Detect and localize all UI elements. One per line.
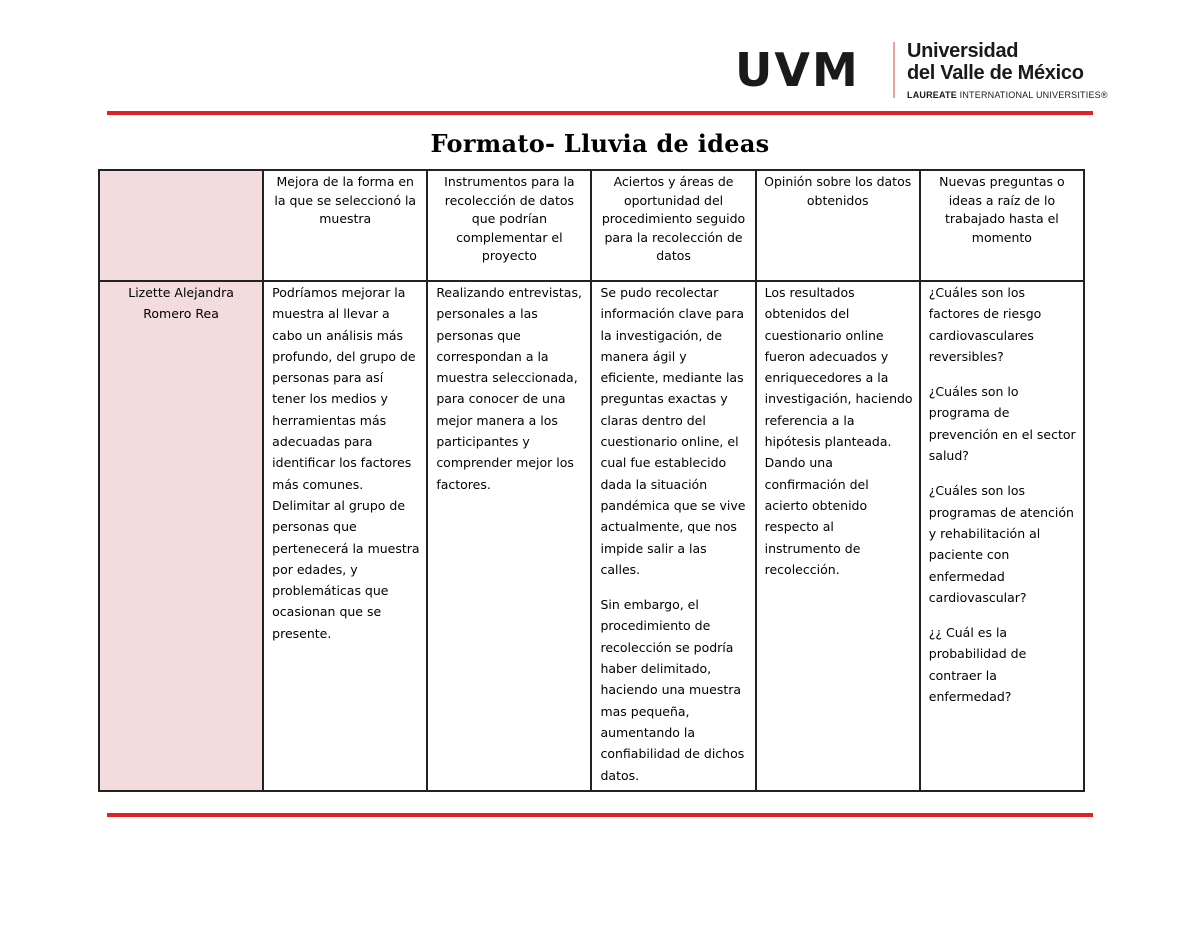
question-1: ¿Cuáles son los factores de riesgo cardiovasculares reversibles?	[928, 285, 1042, 364]
page-title: Formato- Lluvia de ideas	[430, 129, 770, 158]
student-name-cell: Lizette Alejandra Romero Rea	[99, 281, 263, 791]
cell-nuevas-preguntas	[920, 281, 1084, 791]
header-empty-cell	[99, 170, 263, 281]
logo-university-line1: Universidad	[907, 40, 1019, 62]
logo-tagline-bold: LAUREATE	[907, 90, 957, 100]
cell-aciertos	[591, 281, 755, 791]
logo-tagline-rest: INTERNATIONAL UNIVERSITIES®	[959, 90, 1108, 100]
bottom-red-rule	[107, 813, 1093, 817]
logo-tagline	[907, 90, 1108, 100]
question-4: ¿¿ Cuál es la probabilidad de contraer la enfermedad?	[928, 625, 1027, 705]
header-instrumentos: Instrumentos para la recolección de datos que podrían complementar el proyecto	[427, 170, 591, 281]
header-opinion: Opinión sobre los datos obtenidos	[756, 170, 920, 281]
logo-text	[907, 40, 1108, 100]
top-red-rule	[107, 111, 1093, 115]
question-3: ¿Cuáles son los programas de atención y rehabilitación al paciente con enfermedad cardiovascular?	[928, 483, 1074, 605]
question-2: ¿Cuáles son lo programa de prevención en el sector salud?	[928, 384, 1076, 464]
logo-university-line2: del Valle de México	[907, 62, 1084, 84]
cell-opinion: Los resultados obtenidos del cuestionario online fueron adecuados y enriquecedores a la investigación, haciendo referencia a la hipótesis planteada. Dando una confirmación del acierto obtenido respecto al instrumento de recolección.	[756, 281, 920, 791]
uvm-logo	[735, 40, 1108, 100]
brainstorm-table	[98, 169, 1085, 792]
aciertos-paragraph-1: Se pudo recolectar información clave para la investigación, de manera ágil y eficiente, mediante las preguntas exactas y claras dentro del cuestionario online, el cual fue establecido dada la situación pandémica que se vive actualmente, que nos impide salir a las calles.	[600, 285, 746, 577]
logo-mark: UVM	[735, 43, 860, 97]
header-nuevas-preguntas: Nuevas preguntas o ideas a raíz de lo trabajado hasta el momento	[920, 170, 1084, 281]
logo-divider	[893, 42, 895, 98]
table-header-row	[99, 170, 1084, 281]
aciertos-paragraph-2: Sin embargo, el procedimiento de recolección se podría haber delimitado, haciendo una muestra mas pequeña, aumentando la confiabilidad de dichos datos.	[600, 597, 745, 783]
header-aciertos: Aciertos y áreas de oportunidad del procedimiento seguido para la recolección de datos	[591, 170, 755, 281]
header-mejora-muestra: Mejora de la forma en la que se seleccionó la muestra	[263, 170, 427, 281]
table-row	[99, 281, 1084, 791]
cell-instrumentos: Realizando entrevistas, personales a las personas que correspondan a la muestra seleccionada, para conocer de una mejor manera a los participantes y comprender mejor los factores.	[427, 281, 591, 791]
cell-mejora-muestra: Podríamos mejorar la muestra al llevar a cabo un análisis más profundo, del grupo de personas para así tener los medios y herramientas más adecuadas para identificar los factores más comunes. Delimitar al grupo de personas que pertenecerá la muestra por edades, y problemáticas que ocasionan que se presente.	[263, 281, 427, 791]
